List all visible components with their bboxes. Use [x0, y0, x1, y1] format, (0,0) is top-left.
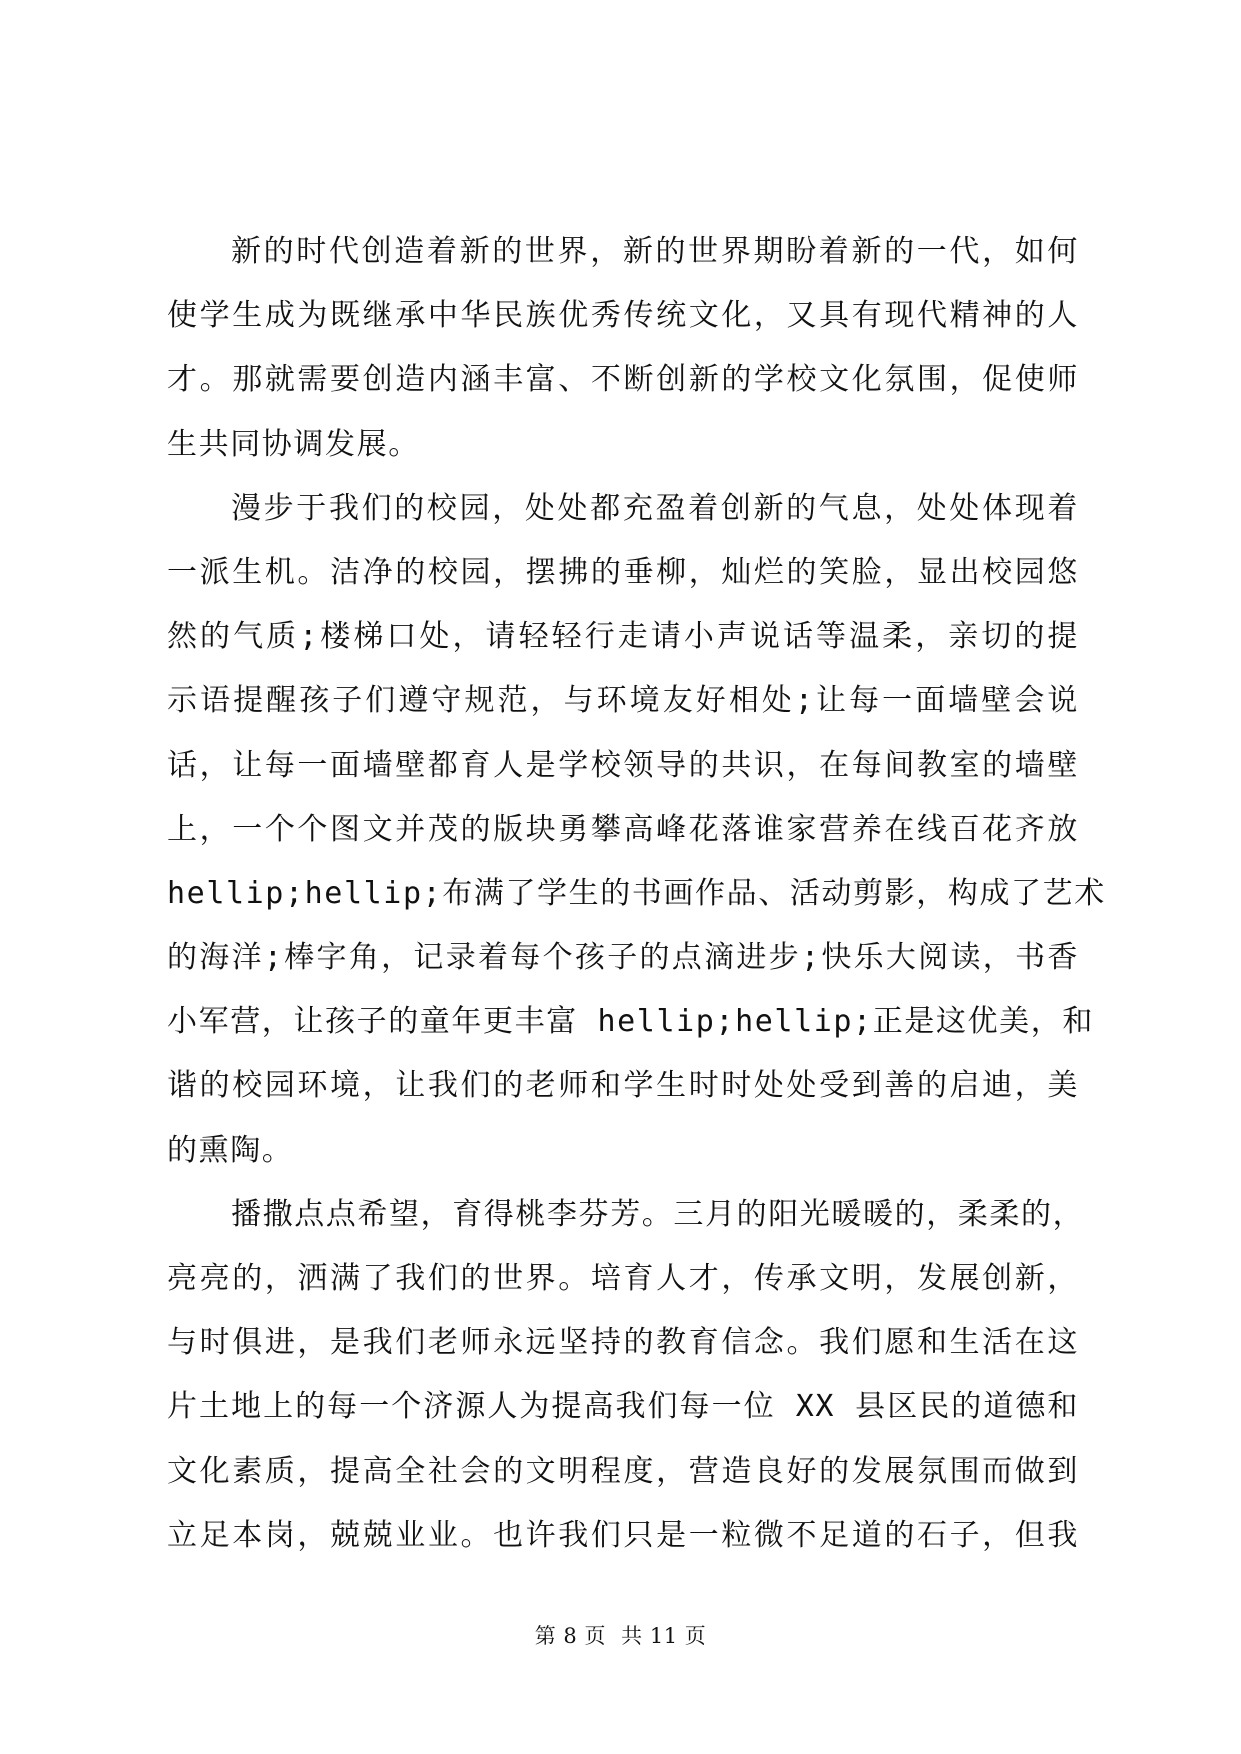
- text-line: 片土地上的每一个济源人为提高我们每一位 XX 县区民的道德和: [167, 1389, 1079, 1425]
- text-line: 漫步于我们的校园，处处都充盈着创新的气息，处处体现着: [231, 490, 1079, 526]
- text-line: 才。那就需要创造内涵丰富、不断创新的学校文化氛围，促使师: [167, 362, 1079, 398]
- page-footer: [0, 1620, 1241, 1650]
- text-line: 的熏陶。: [167, 1132, 294, 1168]
- text-line: 立足本岗，兢兢业业。也许我们只是一粒微不足道的石子，但我: [167, 1517, 1079, 1553]
- text-line: 一派生机。洁净的校园，摆拂的垂柳，灿烂的笑脸，显出校园悠: [167, 554, 1079, 590]
- text-line: 话，让每一面墙壁都育人是学校领导的共识，在每间教室的墙壁: [167, 747, 1079, 783]
- body-text: [167, 232, 1106, 1580]
- text-line: hellip;hellip;布满了学生的书画作品、活动剪影，构成了艺术: [167, 875, 1106, 911]
- text-line: 生共同协调发展。: [167, 426, 420, 462]
- text-line: 上，一个个图文并茂的版块勇攀高峰花落谁家营养在线百花齐放: [167, 811, 1079, 847]
- text-line: 与时俱进，是我们老师永远坚持的教育信念。我们愿和生活在这: [167, 1325, 1079, 1361]
- text-line: 使学生成为既继承中华民族优秀传统文化，又具有现代精神的人: [167, 298, 1079, 334]
- text-line: 然的气质;楼梯口处，请轻轻行走请小声说话等温柔，亲切的提: [167, 619, 1079, 655]
- text-line: 小军营，让孩子的童年更丰富 hellip;hellip;正是这优美，和: [167, 1004, 1094, 1040]
- text-line: 文化素质，提高全社会的文明程度，营造良好的发展氛围而做到: [167, 1453, 1079, 1489]
- text-line: 示语提醒孩子们遵守规范，与环境友好相处;让每一面墙壁会说: [167, 683, 1079, 719]
- text-line: 亮亮的，洒满了我们的世界。培育人才，传承文明，发展创新，: [167, 1261, 1079, 1296]
- text-line: 谐的校园环境，让我们的老师和学生时时处处受到善的启迪，美: [167, 1068, 1079, 1104]
- text-line: 的海洋;棒字角，记录着每个孩子的点滴进步;快乐大阅读，书香: [167, 940, 1079, 976]
- text-line: 播撒点点希望，育得桃李芬芳。三月的阳光暖暖的，柔柔的，: [231, 1196, 1085, 1232]
- text-line: 新的时代创造着新的世界，新的世界期盼着新的一代，如何: [231, 234, 1079, 269]
- total-pages: 共 11 页: [621, 1624, 707, 1648]
- page-number: 第 8 页: [534, 1624, 606, 1648]
